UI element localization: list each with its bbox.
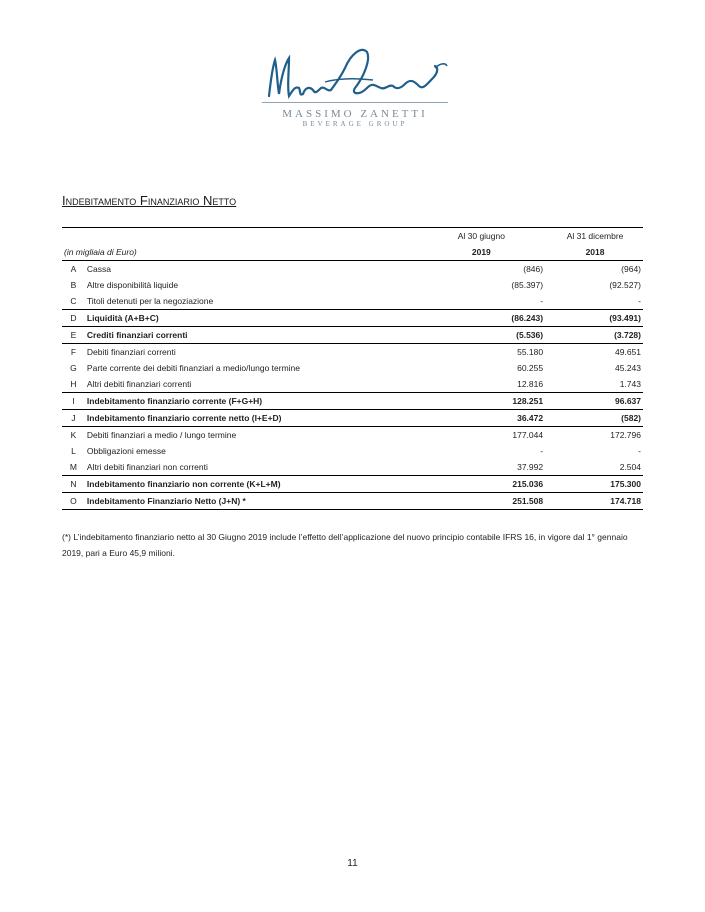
unit-label: (in migliaia di Euro) <box>62 244 416 261</box>
logo-divider <box>262 102 448 103</box>
column-header-june: Al 30 giugno <box>416 228 548 245</box>
row-value-2018: 96.637 <box>547 393 643 410</box>
table-row <box>62 410 643 427</box>
row-label: Debiti finanziari correnti <box>85 344 416 361</box>
row-value-2019: (5.536) <box>416 327 548 344</box>
row-label: Crediti finanziari correnti <box>85 327 416 344</box>
row-value-2019: (846) <box>523 264 544 274</box>
table-row <box>62 476 643 493</box>
table-row <box>62 443 643 459</box>
table-row <box>62 393 643 410</box>
table-row <box>62 427 643 444</box>
row-value-2018: - <box>638 296 641 306</box>
row-value-2018: 175.300 <box>547 476 643 493</box>
row-label: Debiti finanziari a medio / lungo termine <box>85 427 416 444</box>
row-value-2018: 172.796 <box>547 427 643 444</box>
row-value-2019: 215.036 <box>416 476 548 493</box>
row-letter: D <box>62 310 85 327</box>
row-letter: M <box>69 462 77 472</box>
table-row <box>62 327 643 344</box>
logo-company-subtitle: BEVERAGE GROUP <box>302 120 408 128</box>
row-value-2018: - <box>638 446 641 456</box>
row-letter: I <box>62 393 85 410</box>
column-year-2019: 2019 <box>416 244 548 261</box>
row-label: Liquidità (A+B+C) <box>85 310 416 327</box>
table-row <box>62 310 643 327</box>
row-value-2019: - <box>540 446 544 456</box>
net-financial-debt-table <box>62 227 643 510</box>
row-letter: F <box>62 344 85 361</box>
table-row <box>62 360 643 376</box>
row-value-2018: 45.243 <box>615 363 641 373</box>
row-value-2019: 128.251 <box>416 393 548 410</box>
row-label: Titoli detenuti per la negoziazione <box>86 296 214 306</box>
row-value-2019: 12.816 <box>517 379 544 389</box>
row-value-2019: 60.255 <box>517 363 544 373</box>
row-letter: B <box>70 280 77 290</box>
row-label: Indebitamento finanziario non corrente (K+L+M) <box>85 476 416 493</box>
row-label: Indebitamento Finanziario Netto (J+N) * <box>85 493 416 510</box>
row-letter: J <box>62 410 85 427</box>
row-value-2019: 251.508 <box>416 493 548 510</box>
row-label: Altri debiti finanziari correnti <box>86 379 192 389</box>
row-value-2019: 55.180 <box>416 344 548 361</box>
logo-company-name: MASSIMO ZANETTI <box>282 108 428 120</box>
row-value-2018: (582) <box>547 410 643 427</box>
row-label: Parte corrente dei debiti finanziari a medio/lungo termine <box>86 363 301 373</box>
row-label: Indebitamento finanziario corrente (F+G+H) <box>85 393 416 410</box>
row-letter: A <box>70 264 77 274</box>
footnote: (*) L’indebitamento finanziario netto al 30 Giugno 2019 include l’effetto dell’applicazione del nuovo principio contabile IFRS 16, in vigore dal 1° gennaio 2019, pari a Euro 45,9 milioni. <box>62 532 628 558</box>
row-letter: G <box>70 363 77 373</box>
row-label: Altri debiti finanziari non correnti <box>86 462 208 472</box>
row-label: Altre disponibilità liquide <box>86 280 179 290</box>
table-row <box>62 459 643 476</box>
row-letter: L <box>71 446 76 456</box>
table-row <box>62 344 643 361</box>
row-letter: N <box>62 476 85 493</box>
table-row <box>62 277 643 293</box>
row-value-2018: (92.527) <box>609 280 641 290</box>
row-value-2018: 1.743 <box>619 379 641 389</box>
row-value-2019: 37.992 <box>517 462 544 472</box>
row-label: Cassa <box>86 264 112 274</box>
row-value-2018: 49.651 <box>547 344 643 361</box>
table-header-row-1 <box>62 228 643 245</box>
row-letter: O <box>62 493 85 510</box>
row-value-2019: 36.472 <box>416 410 548 427</box>
table-row <box>62 493 643 510</box>
table-row <box>62 261 643 278</box>
row-value-2019: 177.044 <box>416 427 548 444</box>
row-label: Obbligazioni emesse <box>86 446 166 456</box>
row-letter: C <box>70 296 77 306</box>
row-label: Indebitamento finanziario corrente netto (I+E+D) <box>85 410 416 427</box>
row-letter: K <box>62 427 85 444</box>
row-value-2018: (93.491) <box>547 310 643 327</box>
row-value-2019: - <box>540 296 544 306</box>
row-value-2018: 174.718 <box>547 493 643 510</box>
table-header-row-2 <box>62 244 643 261</box>
page-number: 11 <box>347 858 358 869</box>
column-header-december: Al 31 dicembre <box>547 228 643 245</box>
row-value-2018: (964) <box>621 264 641 274</box>
row-value-2018: 2.504 <box>619 462 641 472</box>
row-letter: H <box>70 379 77 389</box>
row-value-2018: (3.728) <box>547 327 643 344</box>
row-letter: E <box>62 327 85 344</box>
row-value-2019: (85.397) <box>511 280 544 290</box>
row-value-2019: (86.243) <box>416 310 548 327</box>
table-row <box>62 376 643 393</box>
table-row <box>62 293 643 310</box>
section-title: Indebitamento Finanziario Netto <box>62 193 237 208</box>
column-year-2018: 2018 <box>547 244 643 261</box>
